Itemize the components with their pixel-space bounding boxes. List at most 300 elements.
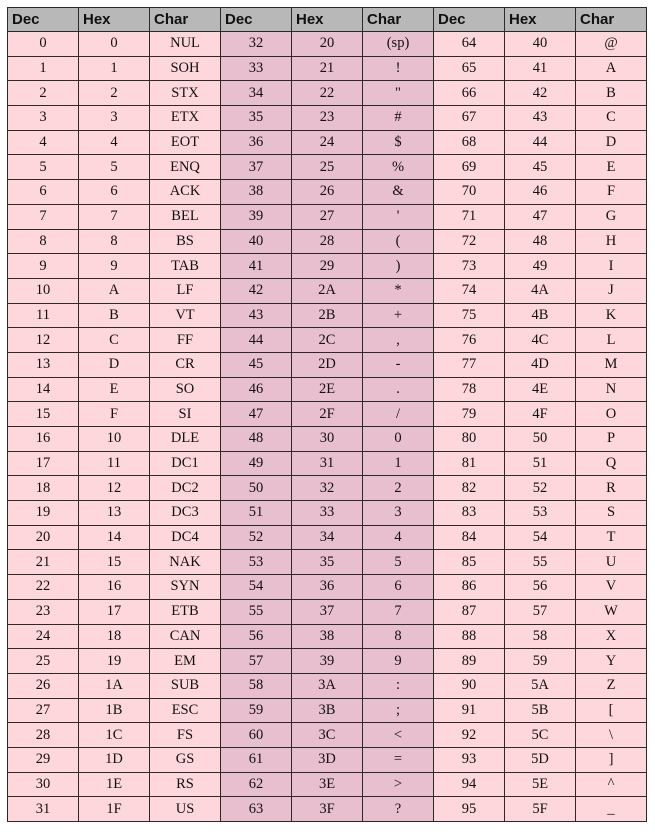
hex-cell: 22 bbox=[292, 81, 363, 106]
hex-cell: A bbox=[79, 278, 150, 303]
table-row bbox=[8, 525, 647, 550]
dec-cell: 61 bbox=[221, 747, 292, 772]
char-cell: Y bbox=[576, 649, 647, 674]
table-row bbox=[8, 501, 647, 526]
hex-cell: 46 bbox=[505, 180, 576, 205]
dec-cell: 23 bbox=[8, 599, 79, 624]
char-cell: 4 bbox=[363, 525, 434, 550]
hex-cell: 15 bbox=[79, 550, 150, 575]
hex-cell: 19 bbox=[79, 649, 150, 674]
table-row bbox=[8, 402, 647, 427]
dec-cell: 47 bbox=[221, 402, 292, 427]
table-row bbox=[8, 599, 647, 624]
hex-cell: 2F bbox=[292, 402, 363, 427]
hex-cell: 48 bbox=[505, 229, 576, 254]
hex-cell: 5B bbox=[505, 698, 576, 723]
dec-cell: 48 bbox=[221, 427, 292, 452]
hex-cell: 35 bbox=[292, 550, 363, 575]
char-cell: E bbox=[576, 155, 647, 180]
dec-cell: 72 bbox=[434, 229, 505, 254]
dec-cell: 67 bbox=[434, 106, 505, 131]
dec-cell: 16 bbox=[8, 427, 79, 452]
char-cell: 1 bbox=[363, 451, 434, 476]
hex-cell: B bbox=[79, 303, 150, 328]
char-cell: B bbox=[576, 81, 647, 106]
hex-cell: 2B bbox=[292, 303, 363, 328]
char-cell: . bbox=[363, 377, 434, 402]
char-cell: T bbox=[576, 525, 647, 550]
char-cell: N bbox=[576, 377, 647, 402]
char-cell: SI bbox=[150, 402, 221, 427]
dec-cell: 0 bbox=[8, 32, 79, 57]
dec-cell: 74 bbox=[434, 278, 505, 303]
hex-cell: 58 bbox=[505, 624, 576, 649]
hex-cell: 57 bbox=[505, 599, 576, 624]
dec-cell: 81 bbox=[434, 451, 505, 476]
char-cell: & bbox=[363, 180, 434, 205]
char-cell: _ bbox=[576, 797, 647, 822]
dec-cell: 33 bbox=[221, 56, 292, 81]
hex-cell: 41 bbox=[505, 56, 576, 81]
char-cell: 0 bbox=[363, 427, 434, 452]
dec-cell: 35 bbox=[221, 106, 292, 131]
dec-cell: 59 bbox=[221, 698, 292, 723]
hex-cell: 53 bbox=[505, 501, 576, 526]
dec-cell: 57 bbox=[221, 649, 292, 674]
hex-cell: 1E bbox=[79, 772, 150, 797]
char-cell: US bbox=[150, 797, 221, 822]
hex-cell: 34 bbox=[292, 525, 363, 550]
dec-cell: 22 bbox=[8, 575, 79, 600]
dec-cell: 43 bbox=[221, 303, 292, 328]
hex-cell: 37 bbox=[292, 599, 363, 624]
char-cell: A bbox=[576, 56, 647, 81]
table-row bbox=[8, 649, 647, 674]
hex-cell: 2 bbox=[79, 81, 150, 106]
char-cell: X bbox=[576, 624, 647, 649]
dec-cell: 40 bbox=[221, 229, 292, 254]
dec-cell: 2 bbox=[8, 81, 79, 106]
dec-cell: 69 bbox=[434, 155, 505, 180]
char-cell: Q bbox=[576, 451, 647, 476]
dec-cell: 82 bbox=[434, 476, 505, 501]
dec-cell: 50 bbox=[221, 476, 292, 501]
hex-cell: 44 bbox=[505, 130, 576, 155]
dec-cell: 58 bbox=[221, 673, 292, 698]
char-cell: BEL bbox=[150, 204, 221, 229]
hex-cell: 12 bbox=[79, 476, 150, 501]
char-cell: S bbox=[576, 501, 647, 526]
char-cell: ETB bbox=[150, 599, 221, 624]
char-cell: C bbox=[576, 106, 647, 131]
char-cell: % bbox=[363, 155, 434, 180]
char-cell: SOH bbox=[150, 56, 221, 81]
dec-cell: 91 bbox=[434, 698, 505, 723]
dec-cell: 70 bbox=[434, 180, 505, 205]
hex-cell: 13 bbox=[79, 501, 150, 526]
dec-cell: 28 bbox=[8, 723, 79, 748]
char-cell: ESC bbox=[150, 698, 221, 723]
hex-cell: 1A bbox=[79, 673, 150, 698]
hex-cell: 28 bbox=[292, 229, 363, 254]
dec-cell: 29 bbox=[8, 747, 79, 772]
header-hex-3: Hex bbox=[505, 8, 576, 32]
dec-cell: 42 bbox=[221, 278, 292, 303]
hex-cell: 18 bbox=[79, 624, 150, 649]
char-cell: > bbox=[363, 772, 434, 797]
hex-cell: 25 bbox=[292, 155, 363, 180]
char-cell: < bbox=[363, 723, 434, 748]
dec-cell: 8 bbox=[8, 229, 79, 254]
table-row bbox=[8, 303, 647, 328]
char-cell: ] bbox=[576, 747, 647, 772]
hex-cell: 0 bbox=[79, 32, 150, 57]
char-cell: LF bbox=[150, 278, 221, 303]
dec-cell: 19 bbox=[8, 501, 79, 526]
hex-cell: 3E bbox=[292, 772, 363, 797]
char-cell: L bbox=[576, 328, 647, 353]
char-cell: (sp) bbox=[363, 32, 434, 57]
table-row bbox=[8, 550, 647, 575]
hex-cell: 5A bbox=[505, 673, 576, 698]
hex-cell: 45 bbox=[505, 155, 576, 180]
hex-cell: 14 bbox=[79, 525, 150, 550]
dec-cell: 45 bbox=[221, 352, 292, 377]
hex-cell: 16 bbox=[79, 575, 150, 600]
char-cell: O bbox=[576, 402, 647, 427]
table-row bbox=[8, 106, 647, 131]
dec-cell: 15 bbox=[8, 402, 79, 427]
dec-cell: 34 bbox=[221, 81, 292, 106]
char-cell: : bbox=[363, 673, 434, 698]
table-row bbox=[8, 476, 647, 501]
table-row bbox=[8, 723, 647, 748]
dec-cell: 12 bbox=[8, 328, 79, 353]
dec-cell: 79 bbox=[434, 402, 505, 427]
hex-cell: 42 bbox=[505, 81, 576, 106]
hex-cell: 3A bbox=[292, 673, 363, 698]
hex-cell: 5D bbox=[505, 747, 576, 772]
char-cell: DLE bbox=[150, 427, 221, 452]
char-cell: DC2 bbox=[150, 476, 221, 501]
dec-cell: 3 bbox=[8, 106, 79, 131]
hex-cell: 38 bbox=[292, 624, 363, 649]
char-cell: ^ bbox=[576, 772, 647, 797]
dec-cell: 10 bbox=[8, 278, 79, 303]
dec-cell: 88 bbox=[434, 624, 505, 649]
char-cell: TAB bbox=[150, 254, 221, 279]
dec-cell: 55 bbox=[221, 599, 292, 624]
table-row bbox=[8, 155, 647, 180]
hex-cell: 5E bbox=[505, 772, 576, 797]
dec-cell: 60 bbox=[221, 723, 292, 748]
char-cell: W bbox=[576, 599, 647, 624]
header-dec-3: Dec bbox=[434, 8, 505, 32]
hex-cell: 1 bbox=[79, 56, 150, 81]
dec-cell: 66 bbox=[434, 81, 505, 106]
char-cell: M bbox=[576, 352, 647, 377]
table-row bbox=[8, 130, 647, 155]
hex-cell: 43 bbox=[505, 106, 576, 131]
hex-cell: 1B bbox=[79, 698, 150, 723]
hex-cell: 3 bbox=[79, 106, 150, 131]
char-cell: * bbox=[363, 278, 434, 303]
char-cell: SO bbox=[150, 377, 221, 402]
hex-cell: 3D bbox=[292, 747, 363, 772]
hex-cell: 5 bbox=[79, 155, 150, 180]
dec-cell: 73 bbox=[434, 254, 505, 279]
hex-cell: 3B bbox=[292, 698, 363, 723]
hex-cell: 9 bbox=[79, 254, 150, 279]
dec-cell: 62 bbox=[221, 772, 292, 797]
table-row bbox=[8, 204, 647, 229]
dec-cell: 93 bbox=[434, 747, 505, 772]
hex-cell: 6 bbox=[79, 180, 150, 205]
dec-cell: 80 bbox=[434, 427, 505, 452]
dec-cell: 27 bbox=[8, 698, 79, 723]
table-row bbox=[8, 254, 647, 279]
char-cell: # bbox=[363, 106, 434, 131]
table-header bbox=[8, 8, 647, 32]
hex-cell: 1D bbox=[79, 747, 150, 772]
hex-cell: 39 bbox=[292, 649, 363, 674]
hex-cell: 24 bbox=[292, 130, 363, 155]
char-cell: @ bbox=[576, 32, 647, 57]
header-char-3: Char bbox=[576, 8, 647, 32]
dec-cell: 6 bbox=[8, 180, 79, 205]
table-row bbox=[8, 81, 647, 106]
table-row bbox=[8, 328, 647, 353]
table-row bbox=[8, 624, 647, 649]
hex-cell: C bbox=[79, 328, 150, 353]
char-cell: / bbox=[363, 402, 434, 427]
char-cell: G bbox=[576, 204, 647, 229]
dec-cell: 65 bbox=[434, 56, 505, 81]
dec-cell: 51 bbox=[221, 501, 292, 526]
dec-cell: 18 bbox=[8, 476, 79, 501]
char-cell: ( bbox=[363, 229, 434, 254]
table-row bbox=[8, 451, 647, 476]
dec-cell: 64 bbox=[434, 32, 505, 57]
dec-cell: 46 bbox=[221, 377, 292, 402]
hex-cell: 49 bbox=[505, 254, 576, 279]
dec-cell: 38 bbox=[221, 180, 292, 205]
hex-cell: 4D bbox=[505, 352, 576, 377]
char-cell: ACK bbox=[150, 180, 221, 205]
char-cell: , bbox=[363, 328, 434, 353]
hex-cell: F bbox=[79, 402, 150, 427]
char-cell: [ bbox=[576, 698, 647, 723]
table-row bbox=[8, 427, 647, 452]
hex-cell: 55 bbox=[505, 550, 576, 575]
hex-cell: 36 bbox=[292, 575, 363, 600]
char-cell: EOT bbox=[150, 130, 221, 155]
char-cell: V bbox=[576, 575, 647, 600]
dec-cell: 84 bbox=[434, 525, 505, 550]
char-cell: SUB bbox=[150, 673, 221, 698]
hex-cell: 33 bbox=[292, 501, 363, 526]
dec-cell: 31 bbox=[8, 797, 79, 822]
table-row bbox=[8, 673, 647, 698]
hex-cell: 47 bbox=[505, 204, 576, 229]
dec-cell: 17 bbox=[8, 451, 79, 476]
hex-cell: 51 bbox=[505, 451, 576, 476]
dec-cell: 90 bbox=[434, 673, 505, 698]
table-row bbox=[8, 56, 647, 81]
dec-cell: 78 bbox=[434, 377, 505, 402]
dec-cell: 25 bbox=[8, 649, 79, 674]
char-cell: Z bbox=[576, 673, 647, 698]
char-cell: = bbox=[363, 747, 434, 772]
hex-cell: 40 bbox=[505, 32, 576, 57]
hex-cell: 32 bbox=[292, 476, 363, 501]
dec-cell: 85 bbox=[434, 550, 505, 575]
char-cell: " bbox=[363, 81, 434, 106]
dec-cell: 95 bbox=[434, 797, 505, 822]
dec-cell: 56 bbox=[221, 624, 292, 649]
hex-cell: 17 bbox=[79, 599, 150, 624]
dec-cell: 24 bbox=[8, 624, 79, 649]
char-cell: P bbox=[576, 427, 647, 452]
dec-cell: 4 bbox=[8, 130, 79, 155]
char-cell: J bbox=[576, 278, 647, 303]
table-row bbox=[8, 32, 647, 57]
char-cell: DC4 bbox=[150, 525, 221, 550]
char-cell: FS bbox=[150, 723, 221, 748]
char-cell: ? bbox=[363, 797, 434, 822]
hex-cell: 5C bbox=[505, 723, 576, 748]
hex-cell: 2D bbox=[292, 352, 363, 377]
hex-cell: 20 bbox=[292, 32, 363, 57]
char-cell: ) bbox=[363, 254, 434, 279]
header-char-1: Char bbox=[150, 8, 221, 32]
hex-cell: D bbox=[79, 352, 150, 377]
dec-cell: 11 bbox=[8, 303, 79, 328]
hex-cell: 2E bbox=[292, 377, 363, 402]
hex-cell: 1C bbox=[79, 723, 150, 748]
table-row bbox=[8, 698, 647, 723]
hex-cell: 23 bbox=[292, 106, 363, 131]
char-cell: ENQ bbox=[150, 155, 221, 180]
hex-cell: 7 bbox=[79, 204, 150, 229]
hex-cell: 3F bbox=[292, 797, 363, 822]
char-cell: 7 bbox=[363, 599, 434, 624]
hex-cell: 26 bbox=[292, 180, 363, 205]
hex-cell: 5F bbox=[505, 797, 576, 822]
header-hex-2: Hex bbox=[292, 8, 363, 32]
char-cell: F bbox=[576, 180, 647, 205]
char-cell: $ bbox=[363, 130, 434, 155]
header-dec-1: Dec bbox=[8, 8, 79, 32]
hex-cell: 4F bbox=[505, 402, 576, 427]
ascii-table bbox=[7, 7, 647, 822]
ascii-table-container bbox=[7, 7, 647, 822]
table-row bbox=[8, 352, 647, 377]
char-cell: U bbox=[576, 550, 647, 575]
char-cell: ETX bbox=[150, 106, 221, 131]
char-cell: NAK bbox=[150, 550, 221, 575]
table-body bbox=[8, 32, 647, 822]
char-cell: ; bbox=[363, 698, 434, 723]
dec-cell: 54 bbox=[221, 575, 292, 600]
hex-cell: 50 bbox=[505, 427, 576, 452]
hex-cell: 52 bbox=[505, 476, 576, 501]
char-cell: NUL bbox=[150, 32, 221, 57]
char-cell: DC1 bbox=[150, 451, 221, 476]
dec-cell: 92 bbox=[434, 723, 505, 748]
dec-cell: 49 bbox=[221, 451, 292, 476]
dec-cell: 9 bbox=[8, 254, 79, 279]
char-cell: FF bbox=[150, 328, 221, 353]
dec-cell: 1 bbox=[8, 56, 79, 81]
char-cell: 9 bbox=[363, 649, 434, 674]
char-cell: 6 bbox=[363, 575, 434, 600]
char-cell: 2 bbox=[363, 476, 434, 501]
table-row bbox=[8, 747, 647, 772]
char-cell: STX bbox=[150, 81, 221, 106]
dec-cell: 76 bbox=[434, 328, 505, 353]
dec-cell: 5 bbox=[8, 155, 79, 180]
hex-cell: 27 bbox=[292, 204, 363, 229]
dec-cell: 63 bbox=[221, 797, 292, 822]
char-cell: I bbox=[576, 254, 647, 279]
header-row bbox=[8, 8, 647, 32]
char-cell: RS bbox=[150, 772, 221, 797]
char-cell: + bbox=[363, 303, 434, 328]
dec-cell: 41 bbox=[221, 254, 292, 279]
dec-cell: 20 bbox=[8, 525, 79, 550]
hex-cell: 4A bbox=[505, 278, 576, 303]
dec-cell: 13 bbox=[8, 352, 79, 377]
dec-cell: 89 bbox=[434, 649, 505, 674]
char-cell: CR bbox=[150, 352, 221, 377]
hex-cell: 4 bbox=[79, 130, 150, 155]
char-cell: 3 bbox=[363, 501, 434, 526]
hex-cell: 4C bbox=[505, 328, 576, 353]
char-cell: VT bbox=[150, 303, 221, 328]
hex-cell: 2A bbox=[292, 278, 363, 303]
hex-cell: E bbox=[79, 377, 150, 402]
char-cell: SYN bbox=[150, 575, 221, 600]
dec-cell: 32 bbox=[221, 32, 292, 57]
hex-cell: 54 bbox=[505, 525, 576, 550]
header-char-2: Char bbox=[363, 8, 434, 32]
dec-cell: 71 bbox=[434, 204, 505, 229]
dec-cell: 7 bbox=[8, 204, 79, 229]
char-cell: 5 bbox=[363, 550, 434, 575]
header-hex-1: Hex bbox=[79, 8, 150, 32]
table-row bbox=[8, 797, 647, 822]
table-row bbox=[8, 575, 647, 600]
hex-cell: 31 bbox=[292, 451, 363, 476]
table-row bbox=[8, 278, 647, 303]
dec-cell: 53 bbox=[221, 550, 292, 575]
char-cell: ! bbox=[363, 56, 434, 81]
char-cell: \ bbox=[576, 723, 647, 748]
dec-cell: 68 bbox=[434, 130, 505, 155]
dec-cell: 44 bbox=[221, 328, 292, 353]
dec-cell: 94 bbox=[434, 772, 505, 797]
hex-cell: 29 bbox=[292, 254, 363, 279]
dec-cell: 39 bbox=[221, 204, 292, 229]
dec-cell: 21 bbox=[8, 550, 79, 575]
hex-cell: 2C bbox=[292, 328, 363, 353]
dec-cell: 87 bbox=[434, 599, 505, 624]
dec-cell: 26 bbox=[8, 673, 79, 698]
char-cell: D bbox=[576, 130, 647, 155]
char-cell: CAN bbox=[150, 624, 221, 649]
table-row bbox=[8, 229, 647, 254]
